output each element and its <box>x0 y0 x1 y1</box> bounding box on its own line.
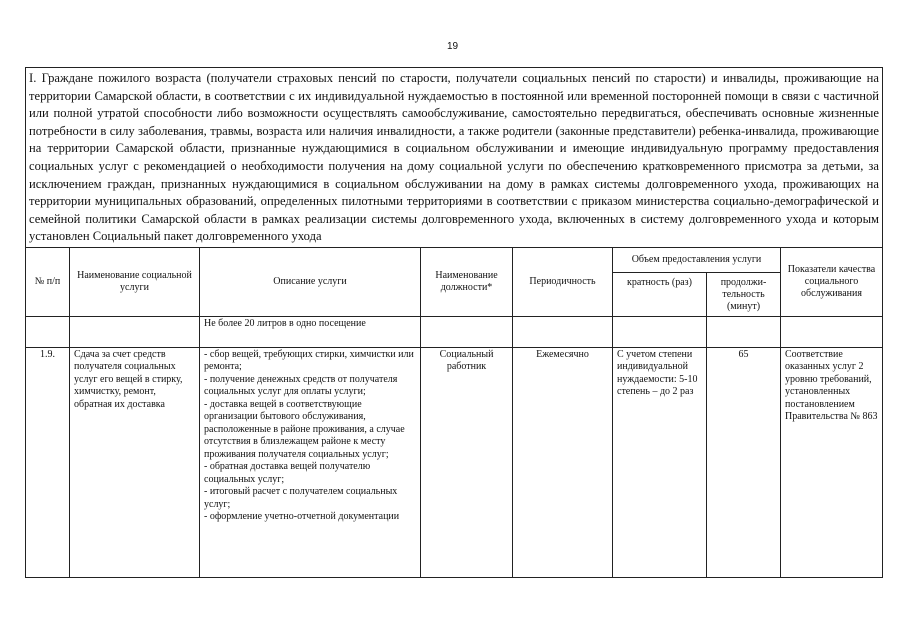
section-heading-row <box>26 68 883 248</box>
description-item: - получение денежных средств от получателя социальных услуг для оплаты услуги; <box>204 373 398 398</box>
header-position: Наименование должности* <box>421 247 513 316</box>
description-item: - сбор вещей, требующих стирки, химчистки или ремонта; <box>204 348 414 373</box>
header-multiplicity: кратность (раз) <box>613 272 707 316</box>
services-table <box>25 67 883 578</box>
header-volume: Объем предоставления услуги <box>613 247 781 272</box>
header-num: № п/п <box>26 247 70 316</box>
row-multiplicity: С учетом степени индивидуальной нуждаемости: 5-10 степень – до 2 раз <box>613 347 707 577</box>
description-item: - доставка вещей в соответствующие организации бытового обслуживания, расположенные в районе проживания, а случае отсутствия в близлежащем районе к месту проживания получателя социальных услуг; <box>204 398 405 460</box>
table-row <box>26 347 883 577</box>
description-item: - обратная доставка вещей получателю социальных услуг; <box>204 461 371 485</box>
cont-duration-cell <box>707 316 781 347</box>
row-num: 1.9. <box>26 347 70 577</box>
header-duration: продолжи-тельность (минут) <box>707 272 781 316</box>
row-service-name: Сдача за счет средств получателя социальных услуг его вещей в стирку, химчистку, ремонт, обратная их доставка <box>70 347 200 577</box>
page-number: 19 <box>446 41 459 52</box>
continuation-row <box>26 316 883 347</box>
header-periodicity: Периодичность <box>513 247 613 316</box>
row-description <box>200 347 421 577</box>
cont-periodicity-cell <box>513 316 613 347</box>
row-position: Социальный работник <box>421 347 513 577</box>
description-item: - итоговый расчет с получателем социальных услуг; <box>204 486 398 510</box>
header-service-name: Наименование социальной услуги <box>70 247 200 316</box>
header-quality: Показатели качества социального обслуживания <box>781 247 883 316</box>
row-periodicity: Ежемесячно <box>513 347 613 577</box>
cont-position-cell <box>421 316 513 347</box>
row-quality: Соответствие оказанных услуг 2 уровню требований, установленных постановлением Правительства № 863 <box>781 347 883 577</box>
cont-description: Не более 20 литров в одно посещение <box>200 316 421 347</box>
cont-multiplicity-cell <box>613 316 707 347</box>
cont-quality-cell <box>781 316 883 347</box>
row-duration: 65 <box>707 347 781 577</box>
cont-service-cell <box>70 316 200 347</box>
header-description: Описание услуги <box>200 247 421 316</box>
section-heading: I. Граждане пожилого возраста (получатели страховых пенсий по старости, получатели социальных пенсий по старости) и инвалиды, проживающие на территории Самарской области, в соответствии с их индивидуальной нуждаемостью в постоянной или временной посторонней помощи в связи с частичной или полной утратой способности либо возможности осуществлять самообслуживание, самостоятельно передвигаться, обеспечивать основные жизненные потребности в силу заболевания, травмы, возраста или наличия инвалидности, а также родители (законные представители) ребенка-инвалида, проживающие на территории Самарской области, признанные нуждающимися в социальном обслуживании и имеющие индивидуальную программу предоставления социальных услуг с рекомендацией о необходимости получения на дому социальной услуги по обеспечению кратковременного присмотра за детьми, за исключением граждан, признанных нуждающимися в социальном обслуживании на дому в рамках системы долговременного ухода, проживающих на территории муниципальных образований, определенных пилотными территориями в соответствии с приказом министерства социально-демографической и семейной политики Самарской области в рамках реализации системы долговременного ухода, включенных в систему долговременного ухода и которым установлен Социальный пакет долговременного ухода <box>26 68 883 248</box>
header-row-1 <box>26 247 883 272</box>
description-item: - оформление учетно-отчетной документации <box>204 511 400 523</box>
cont-num-cell <box>26 316 70 347</box>
